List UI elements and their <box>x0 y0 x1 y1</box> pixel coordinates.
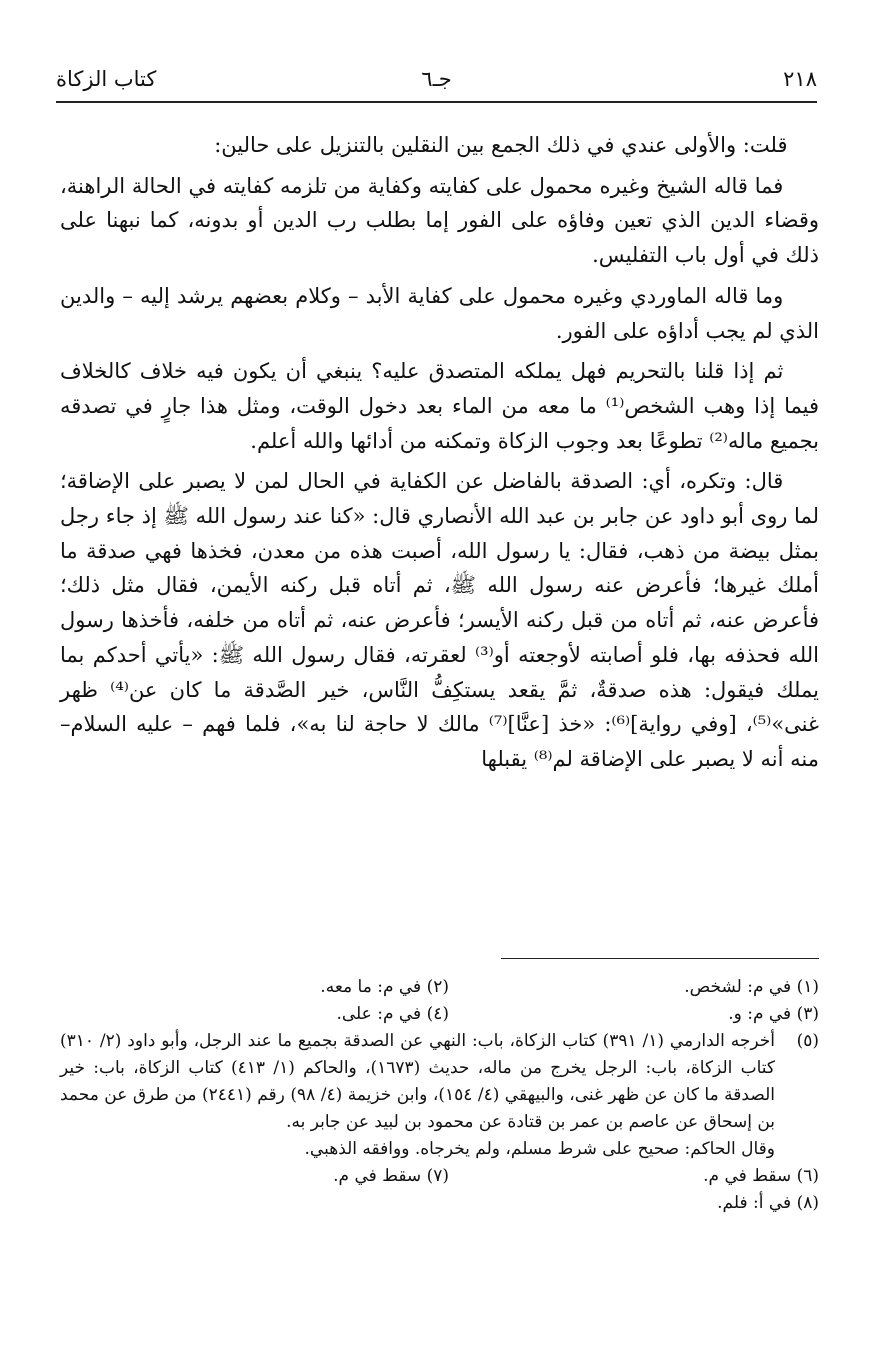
paragraph: فما قاله الشيخ وغيره محمول على كفايته وكفاية من تلزمه كفايته في الحالة الراهنة، وقضاء الدين الذي تعين وفاؤه على الفور إما بطلب رب الدين أو بدونه، كما نبهنا على ذلك في أول باب التفليس. <box>60 173 820 268</box>
footnote-4: (٤) في م: على. <box>336 1004 449 1024</box>
footnotes <box>60 974 819 1217</box>
footnote-8: (٨) في أ: فلم. <box>717 1193 819 1213</box>
footnote-quote: وقال الحاكم: صحيح على شرط مسلم، ولم يخرجاه. ووافقه الذهبي. <box>304 1139 775 1159</box>
footnote-text: أخرجه الدارمي (١/ ٣٩١) كتاب الزكاة، باب: النهي عن الصدقة بجميع ما عند الرجل، وأبو داود (٢/ ٣١٠) كتاب الزكاة، باب: الرجل يخرج من ماله، حديث (١٦٧٣)، والحاكم (١/ ٤١٣) كتاب الزكاة، باب: خير الصدقة ما كان عن ظهر غنى، والبيهقي (٤/ ١٥٤)، وابن خزيمة (٤/ ٩٨) رقم (٢٤٤١) من طرق عن محمد بن إسحاق عن عاصم بن عمر بن قتادة عن محمود بن لبيد عن جابر به. <box>60 1031 776 1132</box>
footnote-3: (٣) في م: و. <box>728 1004 819 1024</box>
footnote-1: (١) في م: لشخص. <box>684 977 819 997</box>
footnote-5 <box>60 1028 819 1163</box>
footnote-6: (٦) سقط في م. <box>703 1166 819 1186</box>
footnote-7: (٧) سقط في م. <box>333 1166 449 1186</box>
paragraph: قال: وتكره، أي: الصدقة بالفاضل عن الكفاية في الحال لمن لا يصبر على الإضاقة؛ لما روى أبو داود عن جابر بن عبد الله الأنصاري قال: «كنا عند رسول الله ﷺ إذ جاء رجل بمثل بيضة من ذهب، فقال: يا رسول الله، أصبت هذه من معدن، فخذها فهي صدقة ما أملك غيرها؛ فأعرض عنه رسول الله ﷺ، ثم أتاه قبل ركنه الأيمن، فقال مثل ذلك؛ فأعرض عنه، ثم أتاه من قبل ركنه الأيسر؛ فأعرض عنه، ثم أتاه من خلفه، فأخذها رسول الله فحذفه بها، فلو أصابته لأوجعته أو⁽³⁾ لعقرته، فقال رسول الله ﷺ: «يأتي أحدكم بما يملك فيقول: هذه صدقةٌ، ثمَّ يقعد يستكِفُّ النَّاس، خير الصَّدقة ما كان عن⁽⁴⁾ ظهر غنى»⁽⁵⁾، [وفي رواية]⁽⁶⁾: «خذ [عنَّا]⁽⁷⁾ مالك لا حاجة لنا به»، فلما فهم – عليه السلام– منه أنه لا يصبر على الإضاقة لم⁽⁸⁾ يقبلها <box>60 469 819 771</box>
paragraph: ثم إذا قلنا بالتحريم فهل يملكه المتصدق عليه؟ ينبغي أن يكون فيه خلاف كالخلاف فيما إذا وهب الشخص⁽¹⁾ ما معه من الماء بعد دخول الوقت، ومثل هذا جارٍ في تصدقه بجميع ماله⁽²⁾ تطوعًا بعد وجوب الزكاة وتمكنه من أدائها والله أعلم. <box>60 359 819 453</box>
footnote-row <box>60 1190 819 1217</box>
running-header <box>56 64 817 98</box>
header-divider <box>56 101 817 103</box>
paragraph: وما قاله الماوردي وغيره محمول على كفاية الأبد – وكلام بعضهم يرشد إليه – والدين الذي لم يجب أداؤه على الفور. <box>60 283 819 343</box>
footnote-number: (٥) <box>796 1031 819 1051</box>
footnote-row <box>60 974 819 1001</box>
paragraph: قلت: والأولى عندي في ذلك الجمع بين النقلين بالتنزيل على حالين: <box>214 133 788 157</box>
footnote-divider <box>501 958 819 959</box>
footnote-row <box>60 1001 819 1028</box>
footnote-2: (٢) في م: ما معه. <box>320 977 449 997</box>
volume-label: جـ٦ <box>421 67 452 91</box>
book-title: كتاب الزكاة <box>56 67 157 91</box>
main-text <box>60 128 819 783</box>
page-number: ٢١٨ <box>783 67 817 91</box>
footnote-row <box>60 1163 819 1190</box>
